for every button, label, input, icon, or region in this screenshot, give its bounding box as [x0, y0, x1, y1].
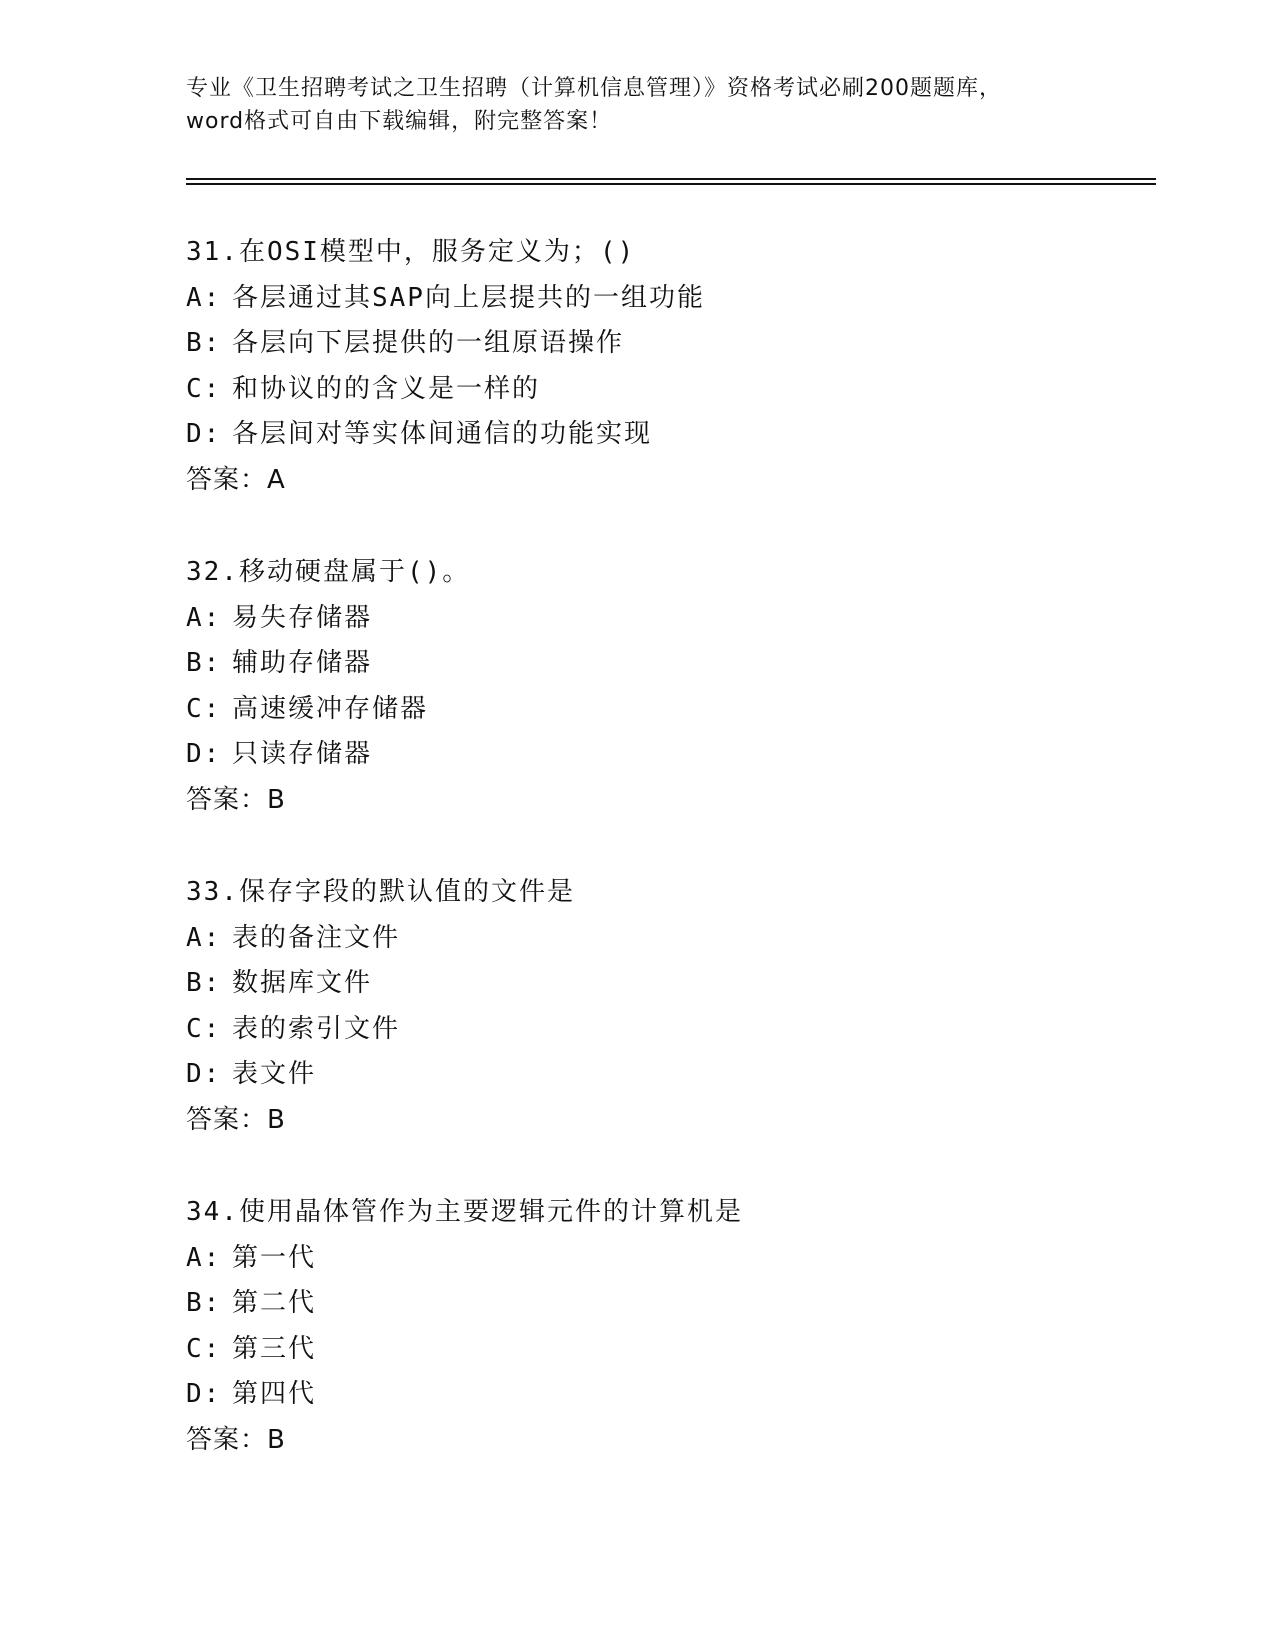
header-divider-top	[186, 178, 1156, 180]
option-text: 第一代	[232, 1242, 317, 1273]
option-c	[186, 1327, 1146, 1373]
option-b	[186, 961, 1146, 1007]
option-letter: B:	[186, 1288, 222, 1319]
option-text: 和协议的的含义是一样的	[232, 373, 541, 404]
option-text: 各层通过其SAP向上层提共的一组功能	[232, 282, 705, 313]
option-letter: C:	[186, 693, 222, 724]
answer-label: 答案：	[186, 464, 268, 495]
question-31	[186, 230, 1146, 550]
option-letter: D:	[186, 1059, 222, 1090]
header-line-2: word格式可自由下载编辑，附完整答案！	[186, 109, 613, 134]
option-text: 第三代	[232, 1333, 317, 1364]
answer-line	[186, 1418, 1146, 1464]
option-a	[186, 916, 1146, 962]
option-letter: B:	[186, 328, 222, 359]
question-stem: 32.移动硬盘属于()。	[186, 557, 471, 587]
header-divider-bottom	[186, 183, 1156, 185]
question-stem: 33.保存字段的默认值的文件是	[186, 877, 575, 907]
option-text: 各层间对等实体间通信的功能实现	[232, 419, 653, 450]
option-a	[186, 596, 1146, 642]
option-text: 只读存储器	[232, 739, 373, 770]
option-b	[186, 1281, 1146, 1327]
option-d	[186, 732, 1146, 778]
answer-label: 答案：	[186, 1424, 268, 1455]
option-letter: C:	[186, 1333, 222, 1364]
option-c	[186, 687, 1146, 733]
answer-value: B	[267, 1104, 286, 1135]
option-text: 数据库文件	[232, 968, 373, 999]
option-letter: B:	[186, 648, 222, 679]
answer-line	[186, 458, 1146, 504]
option-letter: C:	[186, 373, 222, 404]
question-32	[186, 550, 1146, 870]
option-letter: A:	[186, 922, 222, 953]
option-letter: C:	[186, 1013, 222, 1044]
option-letter: A:	[186, 602, 222, 633]
header-line-1: 专业《卫生招聘考试之卫生招聘（计算机信息管理）》资格考试必刷200题题库，	[186, 76, 1002, 101]
option-text: 易失存储器	[232, 602, 373, 633]
option-letter: B:	[186, 968, 222, 999]
question-list	[186, 230, 1146, 1510]
option-letter: D:	[186, 419, 222, 450]
option-d	[186, 1052, 1146, 1098]
answer-line	[186, 778, 1146, 824]
option-text: 各层向下层提供的一组原语操作	[232, 328, 625, 359]
option-letter: D:	[186, 1379, 222, 1410]
answer-label: 答案：	[186, 1104, 268, 1135]
option-letter: A:	[186, 1242, 222, 1273]
option-letter: A:	[186, 282, 222, 313]
option-text: 第二代	[232, 1288, 317, 1319]
answer-label: 答案：	[186, 784, 268, 815]
option-a	[186, 276, 1146, 322]
option-text: 表文件	[232, 1059, 317, 1090]
option-b	[186, 641, 1146, 687]
option-text: 辅助存储器	[232, 648, 373, 679]
question-stem: 34.使用晶体管作为主要逻辑元件的计算机是	[186, 1197, 743, 1227]
option-a	[186, 1236, 1146, 1282]
option-letter: D:	[186, 739, 222, 770]
answer-line	[186, 1098, 1146, 1144]
option-b	[186, 321, 1146, 367]
question-33	[186, 870, 1146, 1190]
option-c	[186, 1007, 1146, 1053]
option-text: 表的索引文件	[232, 1013, 401, 1044]
answer-value: A	[267, 464, 286, 495]
option-text: 高速缓冲存储器	[232, 693, 429, 724]
document-header	[186, 72, 1086, 138]
answer-value: B	[267, 784, 286, 815]
option-d	[186, 412, 1146, 458]
question-34	[186, 1190, 1146, 1510]
option-c	[186, 367, 1146, 413]
answer-value: B	[267, 1424, 286, 1455]
option-d	[186, 1372, 1146, 1418]
option-text: 第四代	[232, 1379, 317, 1410]
question-stem: 31.在OSI模型中，服务定义为；()	[186, 237, 636, 267]
option-text: 表的备注文件	[232, 922, 401, 953]
